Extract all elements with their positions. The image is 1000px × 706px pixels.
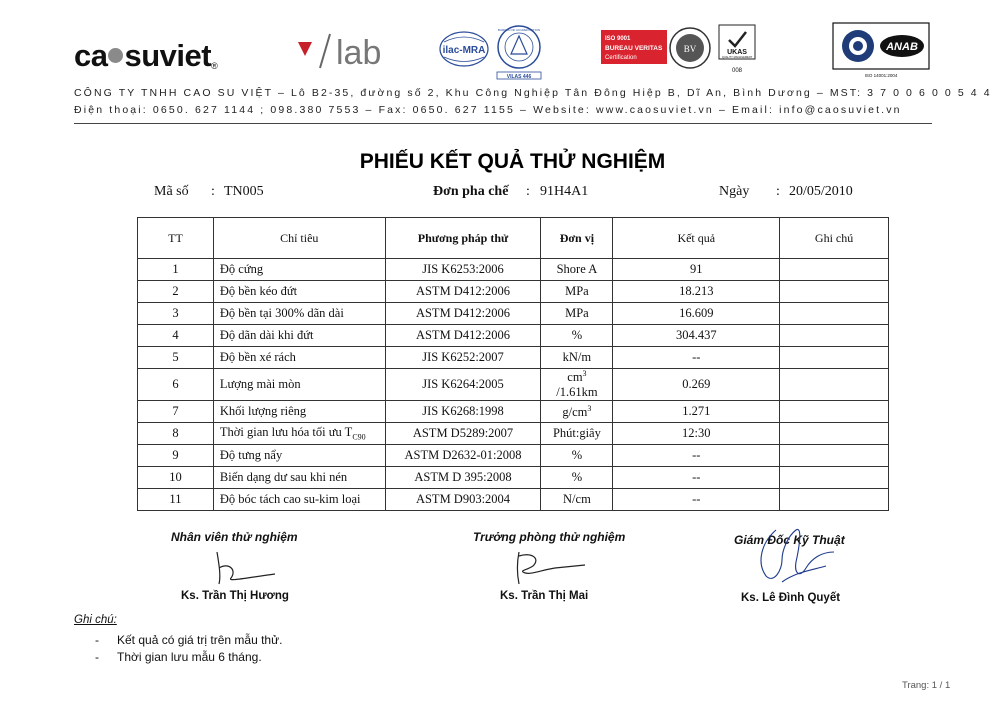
row-item: Thời gian lưu hóa tối ưu $T_{C90}$	[213, 423, 385, 445]
svg-text:lab: lab	[336, 34, 382, 70]
row-note	[780, 303, 889, 325]
page-number: Trang: 1 / 1	[902, 680, 951, 691]
svg-text:ilac-MRA: ilac-MRA	[442, 45, 486, 56]
header-tt: TT	[138, 218, 214, 259]
row-result: 0.269	[613, 369, 780, 401]
row-note	[780, 445, 889, 467]
row-unit: $cm^3$ /1.61km	[541, 369, 613, 401]
row-item: Lượng mài mòn	[213, 369, 385, 401]
row-unit: Shore A	[541, 259, 613, 281]
svg-text:BV: BV	[683, 44, 697, 54]
row-tt: 9	[138, 445, 214, 467]
svg-text:VILAS 446: VILAS 446	[506, 74, 532, 80]
row-item: Độ bền tại 300% dãn dài	[213, 303, 385, 325]
formula-label: Đơn pha chế	[433, 184, 509, 199]
code-label: Mã số	[154, 184, 189, 199]
row-method: JIS K6264:2005	[385, 369, 541, 401]
table-row	[138, 369, 889, 401]
row-item: Biến dạng dư sau khi nén	[213, 467, 385, 489]
row-item: Độ tưng nẩy	[213, 445, 385, 467]
svg-text:ISO 14001:2004: ISO 14001:2004	[864, 73, 898, 78]
signature-technician	[205, 548, 285, 588]
row-method: ASTM D2632-01:2008	[385, 445, 541, 467]
signature-title-technician: Nhân viên thử nghiệm	[171, 530, 298, 544]
row-note	[780, 489, 889, 511]
row-method: ASTM D412:2006	[385, 325, 541, 347]
date-separator: :	[776, 184, 780, 199]
table-row	[138, 401, 889, 423]
company-contact-line: Điện thoại: 0650. 627 1144 ; 098.380 7553 – Fax: 0650. 627 1155 – Website: www.caosuviet.vn – Email: info@caosuviet.vn	[74, 104, 902, 116]
svg-text:Certification: Certification	[605, 55, 637, 61]
row-note	[780, 325, 889, 347]
signature-name-technical-director: Ks. Lê Đình Quyết	[741, 592, 841, 604]
row-result: --	[613, 489, 780, 511]
formula-value: 91H4A1	[540, 184, 589, 199]
table-row	[138, 489, 889, 511]
row-result: --	[613, 467, 780, 489]
vilas-accreditation-seal	[494, 24, 544, 80]
row-result: 18.213	[613, 281, 780, 303]
row-item: Độ cứng	[213, 259, 385, 281]
formula-separator: :	[526, 184, 530, 199]
table-row	[138, 347, 889, 369]
svg-text:BUREAU VERITAS: BUREAU VERITAS	[605, 45, 663, 52]
row-method: JIS K6268:1998	[385, 401, 541, 423]
row-tt: 3	[138, 303, 214, 325]
row-result: 12:30	[613, 423, 780, 445]
row-note	[780, 467, 889, 489]
header-unit: Đơn vị	[541, 218, 613, 259]
row-result: 16.609	[613, 303, 780, 325]
svg-text:QUALITY MANAGEMENT: QUALITY MANAGEMENT	[721, 56, 753, 59]
ilac-mra-logo	[438, 30, 490, 68]
code-separator: :	[211, 184, 215, 199]
row-method: ASTM D412:2006	[385, 303, 541, 325]
table-row	[138, 325, 889, 347]
table-row	[138, 303, 889, 325]
bureau-veritas-logo	[601, 26, 715, 70]
row-result: --	[613, 445, 780, 467]
row-note	[780, 347, 889, 369]
table-row	[138, 445, 889, 467]
header-result: Kết quả	[613, 218, 780, 259]
svg-text:UKAS: UKAS	[727, 49, 747, 56]
row-item: Độ dãn dài khi đứt	[213, 325, 385, 347]
results-table	[137, 217, 889, 511]
row-unit: %	[541, 467, 613, 489]
row-note	[780, 281, 889, 303]
document-title: PHIẾU KẾT QUẢ THỬ NGHIỆM	[359, 150, 666, 173]
row-tt: 5	[138, 347, 214, 369]
date-value: 20/05/2010	[789, 184, 853, 199]
notes-heading: Ghi chú:	[74, 614, 117, 626]
svg-text:ANAB: ANAB	[886, 41, 918, 53]
row-unit: Phút:giây	[541, 423, 613, 445]
header-item: Chỉ tiêu	[213, 218, 385, 259]
svg-text:BUREAU OF ACCREDITATION: BUREAU OF ACCREDITATION	[497, 28, 541, 32]
row-method: JIS K6253:2006	[385, 259, 541, 281]
row-tt: 7	[138, 401, 214, 423]
svg-text:ISO 9001: ISO 9001	[605, 36, 631, 42]
row-result: --	[613, 347, 780, 369]
signature-name-lab-head: Ks. Trần Thị Mai	[500, 590, 589, 602]
signature-lab-head	[505, 548, 595, 588]
signature-title-lab-head: Trưởng phòng thử nghiệm	[473, 530, 626, 544]
row-tt: 2	[138, 281, 214, 303]
company-address-line: CÔNG TY TNHH CAO SU VIỆT – Lô B2-35, đường số 2, Khu Công Nghiệp Tân Đông Hiệp B, Dĩ An, Bình Dương – MST: 3 7 0 0 6 0 0 5 4 4	[74, 87, 992, 99]
row-item: Độ bền kéo đứt	[213, 281, 385, 303]
row-result: 1.271	[613, 401, 780, 423]
header-divider	[74, 123, 932, 124]
caosuviet-logo: ca suviet®	[74, 38, 218, 73]
row-method: ASTM D903:2004	[385, 489, 541, 511]
row-method: ASTM D412:2006	[385, 281, 541, 303]
row-tt: 1	[138, 259, 214, 281]
code-value: TN005	[224, 184, 264, 199]
row-result: 304.437	[613, 325, 780, 347]
table-row	[138, 281, 889, 303]
signature-name-technician: Ks. Trần Thị Hương	[181, 590, 289, 602]
row-result: 91	[613, 259, 780, 281]
ukas-logo	[718, 24, 756, 74]
row-item: Khối lượng riêng	[213, 401, 385, 423]
row-tt: 11	[138, 489, 214, 511]
table-header-row	[138, 218, 889, 259]
row-unit: N/cm	[541, 489, 613, 511]
row-method: ASTM D 395:2008	[385, 467, 541, 489]
row-note	[780, 259, 889, 281]
row-note	[780, 423, 889, 445]
row-tt: 4	[138, 325, 214, 347]
row-unit: $g/cm^3$	[541, 401, 613, 423]
row-tt: 10	[138, 467, 214, 489]
row-item: Độ bóc tách cao su-kim loại	[213, 489, 385, 511]
table-row	[138, 467, 889, 489]
row-note	[780, 369, 889, 401]
row-tt: 8	[138, 423, 214, 445]
row-tt: 6	[138, 369, 214, 401]
note-item: - Kết quả có giá trị trên mẫu thử.	[95, 633, 283, 647]
signature-technical-director	[752, 522, 842, 592]
header-note: Ghi chú	[780, 218, 889, 259]
note-item: - Thời gian lưu mẫu 6 tháng.	[95, 650, 262, 664]
row-unit: MPa	[541, 281, 613, 303]
svg-text:BSI: BSI	[853, 26, 863, 32]
row-unit: MPa	[541, 303, 613, 325]
vlab-logo	[296, 30, 386, 70]
bsi-anab-logo	[832, 22, 930, 80]
svg-text:008: 008	[731, 68, 743, 74]
row-note	[780, 401, 889, 423]
row-item: Độ bền xé rách	[213, 347, 385, 369]
table-row	[138, 259, 889, 281]
row-method: JIS K6252:2007	[385, 347, 541, 369]
date-label: Ngày	[719, 184, 750, 199]
header-method: Phương pháp thử	[385, 218, 541, 259]
table-row	[138, 423, 889, 445]
row-unit: kN/m	[541, 347, 613, 369]
row-method: ASTM D5289:2007	[385, 423, 541, 445]
signature-title-technical-director: Giám Đốc Kỹ Thuật	[734, 533, 845, 547]
row-unit: %	[541, 445, 613, 467]
row-unit: %	[541, 325, 613, 347]
